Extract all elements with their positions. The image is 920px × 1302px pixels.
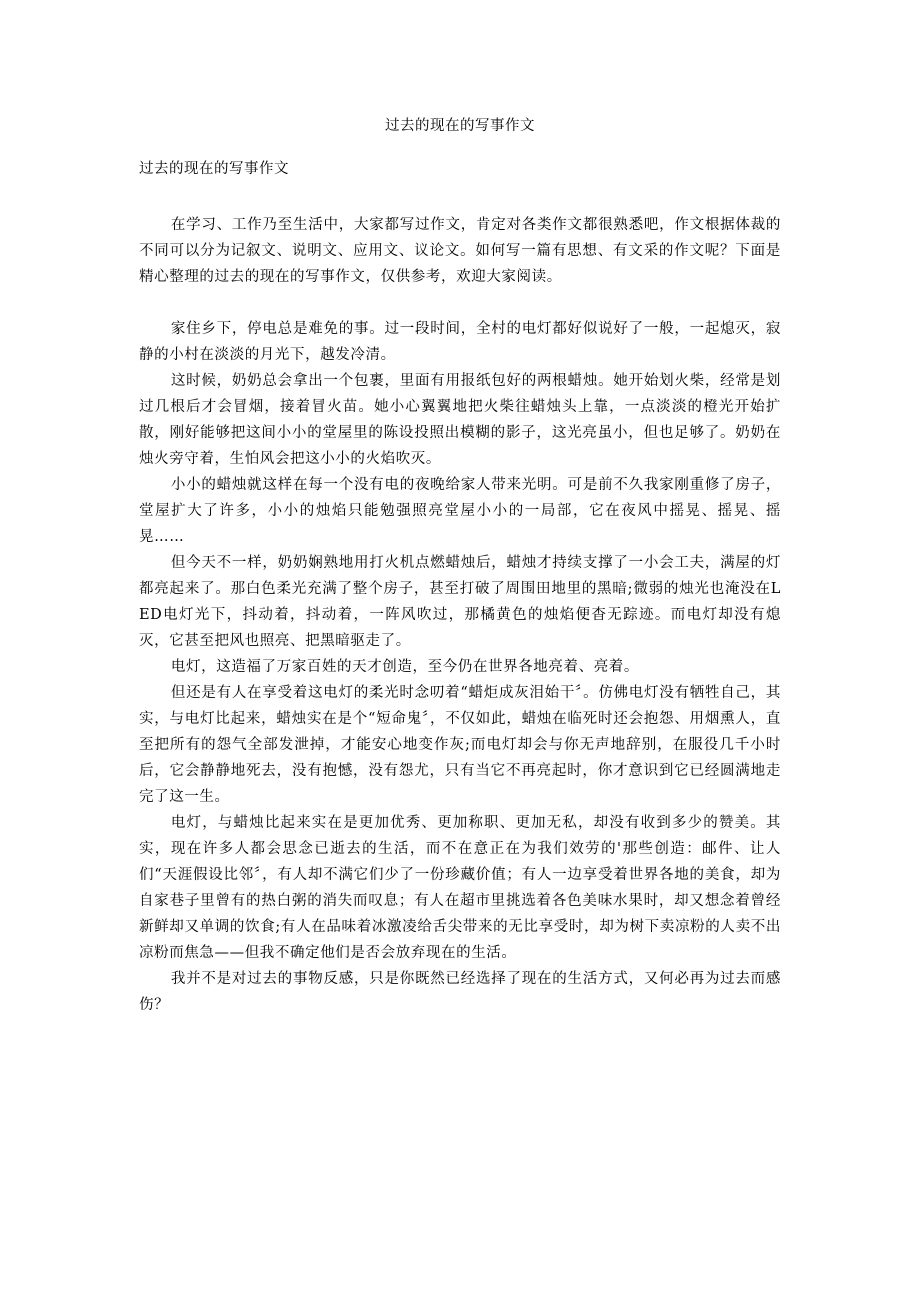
document-body	[139, 212, 781, 1018]
document-title: 过去的现在的写事作文	[385, 118, 535, 134]
body-paragraph: 这时候，奶奶总会拿出一个包裹，里面有用报纸包好的两根蜡烛。她开始划火柴，经常是划过几根后才会冒烟，接着冒火苗。她小心翼翼地把火柴往蜡烛头上靠，一点淡淡的橙光开始扩散，刚好能够把这间小小的堂屋里的陈设投照出模糊的影子，这光亮虽小，但也足够了。奶奶在烛火旁守着，生怕风会把这小小的火焰吹灭。	[139, 373, 781, 467]
body-paragraph: 电灯，这造福了万家百姓的天才创造，至今仍在世界各地亮着、亮着。	[170, 659, 639, 675]
body-paragraph: 家住乡下，停电总是难免的事。过一段时间，全村的电灯都好似说好了一般，一起熄灭，寂静的小村在淡淡的月光下，越发冷清。	[139, 321, 781, 363]
body-paragraph: 电灯，与蜡烛比起来实在是更加优秀、更加称职、更加无私，却没有收到多少的赞美。其实，现在许多人都会思念已逝去的生活，而不在意正在为我们效劳的'那些创造：邮件、让人们“天涯假设比邻〞，有人却不满它们少了一份珍藏价值；有人一边享受着世界各地的美食，却为自家巷子里曾有的热白粥的消失而叹息；有人在超市里挑选着各色美味水果时，却又想念着曾经新鲜却又单调的饮食;有人在品味着冰激凌给舌尖带来的无比享受时，却为树下卖凉粉的人卖不出凉粉而焦急——但我不确定他们是否会放弃现在的生活。	[139, 815, 781, 961]
intro-paragraph: 在学习、工作乃至生活中，大家都写过作文，肯定对各类作文都很熟悉吧，作文根据体裁的不同可以分为记叙文、说明文、应用文、议论文。如何写一篇有思想、有文采的作文呢？下面是精心整理的过去的现在的写事作文，仅供参考，欢迎大家阅读。	[139, 217, 781, 285]
body-paragraph: 但还是有人在享受着这电灯的柔光时念叨着“蜡炬成灰泪始干〞。仿佛电灯没有牺牲自己，其实，与电灯比起来，蜡烛实在是个“短命鬼〞，不仅如此，蜡烛在临死时还会抱怨、用烟熏人，直至把所有的怨气全部发泄掉，才能安心地变作灰;而电灯却会与你无声地辞别，在服役几千小时后，它会静静地死去，没有抱憾，没有怨尤，只有当它不再亮起时，你才意识到它已经圆满地走完了这一生。	[139, 685, 781, 805]
conclusion-paragraph: 我并不是对过去的事物反感，只是你既然已经选择了现在的生活方式，又何必再为过去而感伤？	[139, 971, 781, 1013]
body-paragraph: 小小的蜡烛就这样在每一个没有电的夜晚给家人带来光明。可是前不久我家刚重修了房子，堂屋扩大了许多，小小的烛焰只能勉强照亮堂屋小小的一局部，它在夜风中摇晃、摇晃、摇晃……	[139, 477, 781, 545]
document-subtitle: 过去的现在的写事作文	[139, 161, 289, 177]
body-paragraph: 但今天不一样，奶奶娴熟地用打火机点燃蜡烛后，蜡烛才持续支撑了一小会工夫，满屋的灯都亮起来了。那白色柔光充满了整个房子，甚至打破了周围田地里的黑暗;微弱的烛光也淹没在LED电灯光下，抖动着，抖动着，一阵风吹过，那橘黄色的烛焰便杳无踪迹。而电灯却没有熄灭，它甚至把风也照亮、把黑暗驱走了。	[139, 555, 781, 649]
